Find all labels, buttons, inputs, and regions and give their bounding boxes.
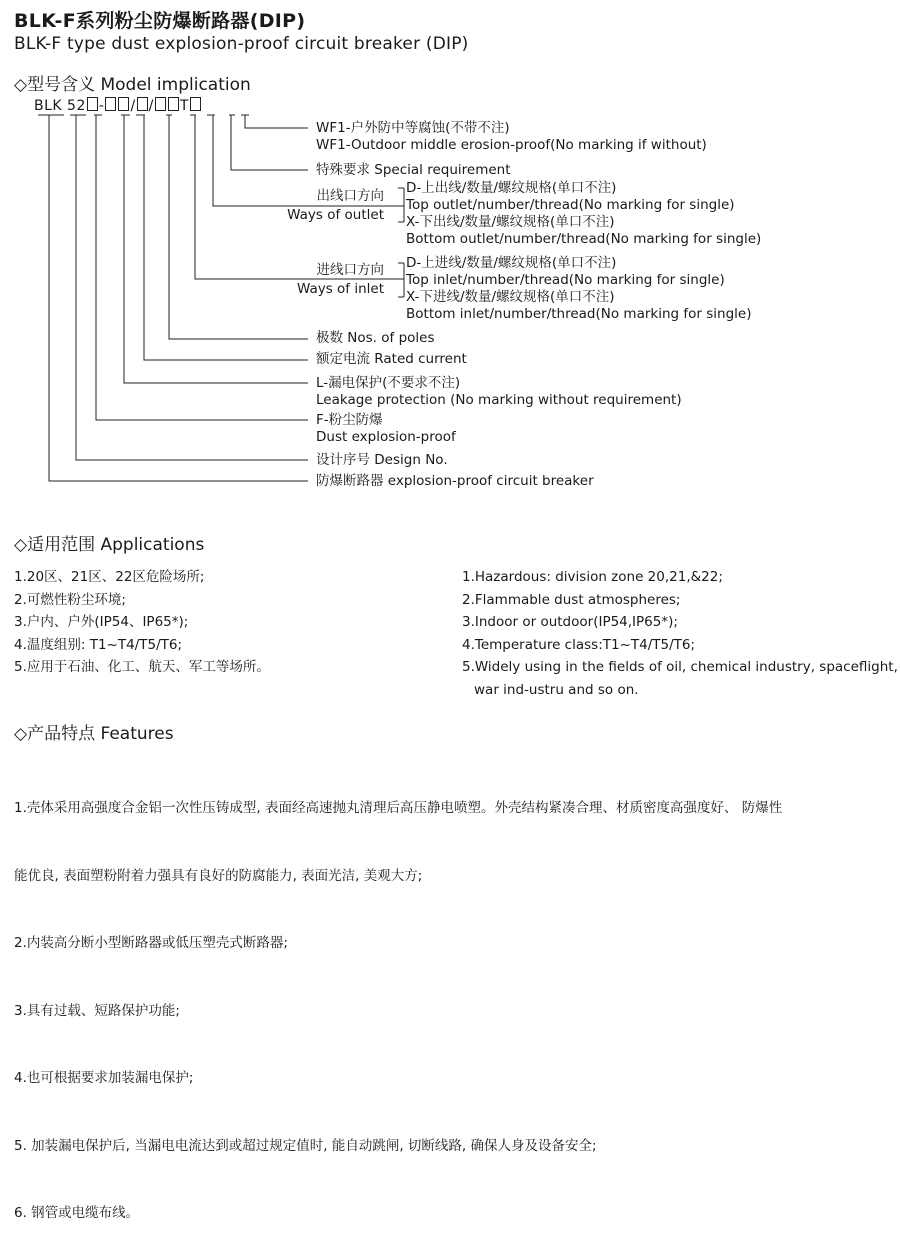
list-item: 2.Flammable dust atmospheres; [462,591,681,608]
code-separator: / [148,98,154,114]
wf1-label-cn: WF1-户外防中等腐蚀(不带不注) [316,120,510,136]
leakage-label-en: Leakage protection (No marking without requirement) [316,392,682,408]
inlet-label-cn: 进线口方向 [316,262,384,278]
model-code-prefix: BLK [34,98,63,114]
list-item: 3.户内、户外(IP54、IP65*); [14,614,189,630]
features-heading: ◇产品特点 Features [14,724,174,744]
wf1-label-en: WF1-Outdoor middle erosion-proof(No marking if without) [316,137,707,153]
outlet-bottom-en: Bottom outlet/number/thread(No marking for single) [406,231,762,247]
page-subtitle: BLK-F type dust explosion-proof circuit breaker (DIP) [14,34,469,54]
list-item: 1.壳体采用高强度合金铝一次性压铸成型, 表面经高速抛丸清理后高压静电喷塑。外壳结构紧凑合理、材质密度高强度好、 防爆性 [14,800,783,816]
applications-list-cn [14,566,270,679]
outlet-top-cn: D-上出线/数量/螺纹规格(单口不注) [406,180,617,196]
page-title: BLK-F系列粉尘防爆断路器(DIP) [14,10,306,32]
inlet-bottom-en: Bottom inlet/number/thread(No marking for single) [406,306,752,322]
special-requirement-label: 特殊要求 Special requirement [316,162,511,178]
rated-current-label: 额定电流 Rated current [316,351,467,367]
list-item: 4.温度组别: T1~T4/T5/T6; [14,636,183,653]
inlet-label-en: Ways of inlet [296,281,384,297]
inlet-top-cn: D-上进线/数量/螺纹规格(单口不注) [406,255,617,271]
outlet-label-en: Ways of outlet [287,207,384,223]
list-item: 能优良, 表面塑粉附着力强具有良好的防腐能力, 表面光洁, 美观大方; [14,867,423,884]
code-letter: T [179,98,189,114]
list-item: 3.具有过载、短路保护功能; [14,1002,180,1019]
inlet-bottom-cn: X-下进线/数量/螺纹规格(单口不注) [406,289,615,305]
breaker-label: 防爆断路器 explosion-proof circuit breaker [316,473,594,489]
model-section-heading: ◇型号含义 Model implication [14,75,251,95]
list-item: 4.也可根据要求加装漏电保护; [14,1070,194,1086]
poles-label: 极数 Nos. of poles [316,330,435,346]
outlet-bottom-cn: X-下出线/数量/螺纹规格(单口不注) [406,214,615,230]
features-list [14,752,782,1247]
outlet-label-cn: 出线口方向 [316,188,384,204]
applications-list-en [462,566,898,701]
list-item: 2.可燃性粉尘环境; [14,591,126,608]
design-no-label: 设计序号 Design No. [316,452,448,468]
list-item: 3.Indoor or outdoor(IP54,IP65*); [462,614,678,630]
list-item: war ind-ustru and so on. [474,681,639,698]
applications-heading: ◇适用范围 Applications [14,535,205,555]
list-item: 2.内装高分断小型断路器或低压塑壳式断路器; [14,935,288,951]
code-separator: - [98,98,105,114]
dust-proof-label-en: Dust explosion-proof [316,429,456,445]
list-item: 1.20区、21区、22区危险场所; [14,569,205,585]
list-item: 5.Widely using in the fields of oil, chemical industry, spaceflight, [462,659,898,675]
dust-proof-label-cn: F-粉尘防爆 [316,412,383,428]
outlet-top-en: Top outlet/number/thread(No marking for single) [406,197,735,213]
model-code-number: 52 [67,98,86,114]
list-item: 4.Temperature class:T1~T4/T5/T6; [462,636,696,653]
list-item: 1.Hazardous: division zone 20,21,&22; [462,569,723,585]
inlet-top-en: Top inlet/number/thread(No marking for single) [406,272,725,288]
list-item: 5. 加装漏电保护后, 当漏电电流达到或超过规定值时, 能自动跳闸, 切断线路, 确保人身及设备安全; [14,1137,597,1154]
list-item: 5.应用于石油、化工、航天、军工等场所。 [14,659,270,675]
leakage-label-cn: L-漏电保护(不要求不注) [316,375,461,391]
code-separator: / [130,98,136,114]
model-connector-lines [0,0,900,500]
list-item: 6. 钢管或电缆布线。 [14,1205,140,1221]
